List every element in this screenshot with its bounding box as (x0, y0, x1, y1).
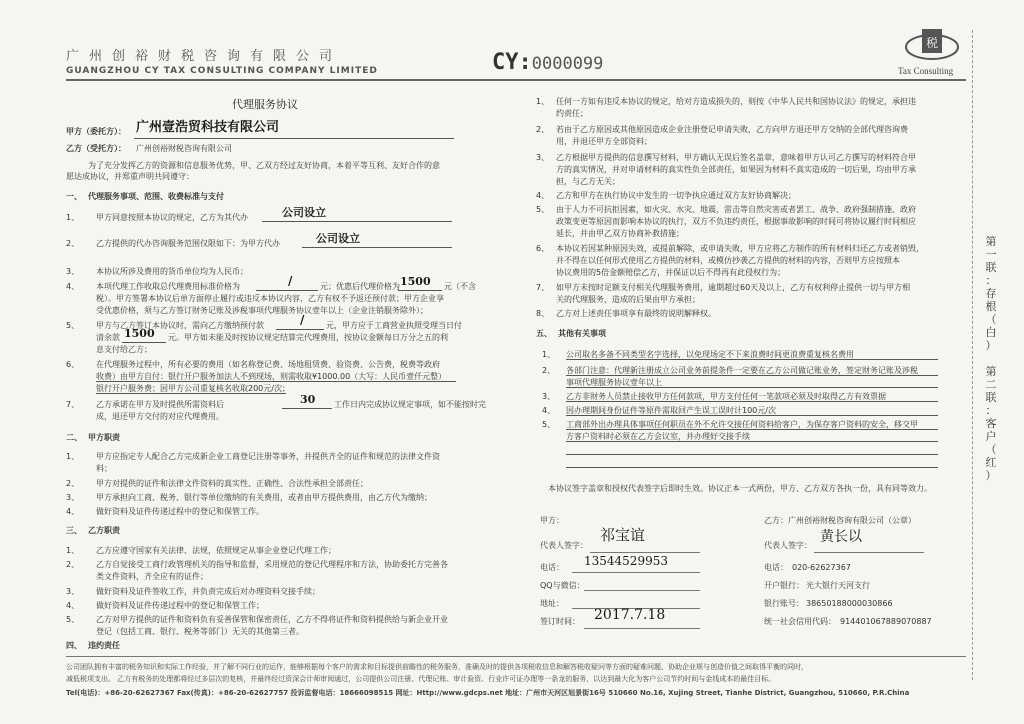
sig-b-rep-line (814, 552, 924, 553)
r4-text: 乙方和甲方在执行协议中发生的一切争执应通过双方友好协商解决； (556, 191, 796, 200)
sig-b-rep-label: 代表人签字： (764, 541, 812, 550)
item-4-text-a: 本项代理工作收取总代理费用标准价格为 (96, 282, 240, 291)
o1-underline (566, 359, 938, 360)
item-5-line-3: 息支付给乙方； (96, 345, 152, 354)
item-2-text: 乙方提供的代办咨询服务范围仅限如下：为甲方代办 (96, 239, 280, 248)
item-6-line-1: 在代理服务过程中，所有必要的费用（如名称登记费、场地租赁费、验资费、公告费，税费等政府 (96, 360, 440, 369)
company-name-cn: 广州创裕财税咨询有限公司 (66, 49, 343, 64)
o5-line-1: 工商部外出办理具体事项任何职员在外不允许交接任何资料给客户，为保存客户资料的安全，移交甲 (566, 420, 918, 429)
section-4-title: 违约责任 (88, 641, 120, 650)
r5-line-2: 政策变更等原因而影响本协议的执行，双方不负违约责任，根据事故影响的时间可将协议履行时间相应 (556, 217, 916, 226)
s2-2-text: 甲方对提供的证件和法律文件资料的真实性、正确性、合法性承担全部责任； (96, 479, 368, 488)
sig-a-date-value: 2017.7.18 (594, 607, 666, 623)
s3-3-number: 3、 (66, 587, 80, 596)
serial-prefix: CY: (492, 50, 532, 75)
item-3-number: 3、 (66, 267, 80, 276)
perforation-line (972, 30, 973, 680)
sig-a-tel-label: 电话： (540, 563, 564, 572)
sig-a-qq-line (584, 590, 700, 591)
item-5-line-2a: 清余款 (96, 333, 120, 342)
sig-a-date-line (584, 628, 700, 629)
o3-text: 乙方非财务人员禁止接收甲方任何款项，甲方支付任何一笔款项必须及时取得乙方有效票据 (566, 392, 886, 401)
o2-line-1: 各部门注意：代理新注册成立公司业务前提条件一定要在乙方公司做记账业务，签定财务记账及涉税 (566, 366, 918, 375)
section-2-title: 甲方职责 (88, 433, 120, 442)
o1-text: 公司取名多备不同类型名字选择，以免现场定不下来浪费时间更浪费重复核名费用 (566, 350, 854, 359)
r6-line-1: 本协议若因某种原因失效，或提前解除，或申请失败，甲方应将乙方制作的所有材料归还乙方或者销毁， (556, 244, 924, 253)
r3-line-1: 乙方根据甲方提供的信息撰写材料，甲方确认无误后签名盖章，意味着甲方认可乙方撰写的材料符合甲 (556, 153, 916, 162)
item-4-text-c: 元（不含 (444, 282, 476, 291)
footer-line-2: 减低税项支出。 乙方有税务的处理都将经过多层次的复核，并最终经过资深会计师审阅通过，公司提供公司注册、代理记账、审计验资、行业许可证办理等一条龙的服务，以达到最大化为客户公司节约时间与金钱成本的最佳目标。 (66, 675, 776, 683)
blank-line-1 (566, 454, 938, 455)
section-2-number: 二、 (66, 433, 82, 442)
item-1-text: 甲方同意按照本协议的规定，乙方为其代办 (96, 213, 248, 222)
r8-text: 乙方对上述责任事项享有最终的说明解释权。 (556, 309, 716, 318)
r5-number: 5、 (536, 205, 550, 214)
o3-underline (566, 401, 938, 402)
party-b-name: 广州创裕财税咨询有限公司 (136, 144, 232, 153)
svg-text:税: 税 (925, 36, 939, 50)
document-title: 代理服务协议 (232, 98, 298, 111)
sig-b-label: 乙方：广州创裕财税咨询有限公司（公章） (764, 516, 916, 525)
s2-3-number: 3、 (66, 493, 80, 502)
item-7-text-a: 乙方承诺在甲方及时提供所需资料后 (96, 400, 224, 409)
r6-number: 6、 (536, 244, 550, 253)
sig-b-rep-signature: 黄长以 (820, 529, 862, 545)
item-4-handwritten-1: / (288, 274, 293, 288)
s3-5-line-1: 乙方对甲方提供的证件和资料负有妥善保管和保密责任，乙方不得将证件和资料提供给与新企业开业 (96, 615, 448, 624)
item-6-line-2: 收费）由甲方自付：银行开户服务加法人不到现场，则需收取¥1000.00（大写：人民币壹仟元整） (96, 372, 447, 381)
o4-underline (566, 415, 938, 416)
o2-underline-1 (566, 375, 938, 376)
o5-underline-1 (566, 429, 938, 430)
section-5-number: 五、 (536, 329, 552, 338)
sig-b-acct-value: 38650188000030866 (806, 599, 893, 608)
r2-line-2: 用，并退还甲方全部资料； (556, 137, 652, 146)
item-1-number: 1、 (66, 213, 80, 222)
party-a-label: 甲方（委托方）： (66, 127, 126, 136)
r5-line-3: 延长，并由甲乙双方协商补救措施； (556, 229, 684, 238)
item-4-underline-1 (256, 290, 318, 291)
o5-number: 5、 (542, 420, 556, 429)
sig-a-rep-signature: 祁宝谊 (600, 526, 646, 544)
r6-line-3: 协议费用的5倍金额赔偿乙方，并保证以后不得再有此侵权行为； (556, 268, 786, 277)
o2-line-2: 事项代理服务协议壹年以上 (566, 378, 662, 387)
item-5-underline-2 (122, 342, 166, 343)
sig-a-date-label: 签订时间： (540, 617, 580, 626)
r6-line-2: 并不得在以任何形式使用乙方提供的材料，或模仿抄袭乙方提供的材料的内容，否则甲方应按照本 (556, 256, 900, 265)
sig-b-tel-label: 电话： (764, 563, 788, 572)
item-5-handwritten-1: / (300, 313, 305, 327)
item-5-text-b: 元，甲方应于工商营业执照受理当日付 (326, 321, 462, 330)
item-7-line-2: 成，退还甲方交付的对应代理费用。 (96, 412, 224, 421)
o4-text: 因办理期间身份证件等原件需取回产生误工误时计100元/次 (566, 406, 776, 415)
section-3-number: 三、 (66, 526, 82, 535)
r8-number: 8、 (536, 309, 550, 318)
s2-2-number: 2、 (66, 479, 80, 488)
footer-divider (66, 656, 966, 657)
logo-caption: Tax Consulting (898, 66, 954, 76)
company-logo-icon (904, 27, 960, 63)
intro-line-1: 为了充分发挥乙方的资源和信息服务优势，甲、乙双方经过友好协商，本着平等互利、友好合作的意 (88, 161, 440, 170)
sig-b-acct-label: 银行账号： (764, 599, 804, 608)
closing-text: 本协议签字盖章和授权代表签字后即时生效。协议正本一式两份，甲方、乙方双方各执一份，具有同等效力。 (548, 484, 932, 493)
s2-1-number: 1、 (66, 452, 80, 461)
item-5-underline-1 (276, 329, 324, 330)
s2-1-line-2: 料； (96, 464, 112, 473)
item-7-text-b: 工作日内完成协议规定事项，如不能按时完 (334, 400, 486, 409)
sig-a-rep-line (590, 552, 700, 553)
item-7-underline (282, 408, 332, 409)
sig-b-bank-label: 开户银行： (764, 581, 804, 590)
s3-2-line-2: 类文件资料，齐全应有的证件； (96, 572, 208, 581)
intro-line-2: 愿达成协议，并郑重声明共同遵守： (66, 172, 194, 181)
blank-line-2 (566, 467, 938, 468)
sig-b-tel-value: 020-62627367 (792, 563, 851, 572)
o2-underline-2 (566, 387, 938, 388)
item-4-line-2: 税）。甲方签署本协议后单方面停止履行或违反本协议内容，乙方有权不予返还预付款；甲方企业享 (96, 294, 444, 303)
sig-a-rep-label: 代表人签字： (540, 541, 588, 550)
r3-line-3: 担，与乙方无关； (556, 177, 620, 186)
item-1-handwritten: 公司设立 (282, 206, 326, 219)
section-4-number: 四、 (66, 641, 82, 650)
s3-1-text: 乙方应遵守国家有关法律、法规，依照规定从事企业登记代理工作； (96, 546, 336, 555)
item-4-text-b: 元；优惠后代理价格为 (320, 282, 400, 291)
r7-line-2: 关的代理服务，造成的后果由甲方承担； (556, 295, 700, 304)
s3-3-text: 做好资料及证件签收工作，并负责完成后对办理资料交接手续； (96, 587, 320, 596)
s3-2-line-1: 乙方自觉接受工商行政管理机关的指导和监督，采用规范的登记代理程序和方法，协助委托方完善各 (96, 560, 448, 569)
item-5-number: 5、 (66, 321, 80, 330)
item-7-number: 7、 (66, 400, 80, 409)
footer-contact: Tel(电话)：+86-20-62627367 Fax(传真)：+86-20-62627757 投诉监督电话：18666098515 网址：Http://www.gdcps.net 地址：广州市天河区旭景街16号 510660 No.16, Xujing Street, Tianhe District, Guangzhou, 510660, P.R.China (66, 689, 910, 697)
party-a-name: 广州壹浩贸科技有限公司 (136, 120, 280, 135)
r7-line-1: 如甲方未按时足额支付相关代理服务费用，逾期超过60天及以上，乙方有权利停止提供一切与甲方相 (556, 283, 911, 292)
o2-number: 2、 (542, 366, 556, 375)
section-1-title: 代理服务事项、范围、收费标准与支付 (88, 192, 224, 201)
s2-3-text: 甲方承担向工商、税务、银行等单位缴纳的有关费用，或者由甲方提供费用，由乙方代为缴纳； (96, 493, 432, 502)
item-4-handwritten-2: 1500 (400, 275, 431, 288)
sig-a-qq-label: QQ与微信： (540, 581, 585, 590)
section-1-number: 一、 (66, 192, 82, 201)
o5-line-2: 方客户资料时必须在乙方会议室，并办理好交接手续 (566, 432, 750, 441)
r3-line-2: 方的真实情况，并对申请材料的真实性负全部责任，如果因为材料不真实造成的一切后果，均由甲方承 (556, 165, 916, 174)
sig-a-tel-value: 13544529953 (584, 554, 668, 568)
serial-number (492, 50, 603, 75)
item-6-underline-2 (96, 381, 456, 382)
sig-b-bank-value: 光大银行天河支行 (806, 581, 870, 590)
o4-number: 4、 (542, 406, 556, 415)
o5-underline-2 (566, 441, 938, 442)
item-7-handwritten: 30 (300, 393, 316, 406)
s2-1-line-1: 甲方应指定专人配合乙方完成新企业工商登记注册等事务，并提供齐全的证件和规范的法律文件资 (96, 452, 440, 461)
item-5-handwritten-2: 1500 (124, 327, 155, 340)
s3-4-text: 做好资料及证件传递过程中的登记和保管工作； (96, 601, 264, 610)
r1-number: 1、 (536, 97, 550, 106)
s3-1-number: 1、 (66, 546, 80, 555)
r7-number: 7、 (536, 283, 550, 292)
header-divider (66, 79, 966, 81)
s2-4-number: 4、 (66, 507, 80, 516)
section-5-title: 其他有关事项 (558, 329, 606, 338)
item-5-line-2b: 元。甲方如未能及时按协议规定结算完代理费用，按协议金额每日万分之五的利 (168, 333, 448, 342)
r5-line-1: 由于人力不可抗拒因素，如火灾、水灾、地震、雷击等自然灾害或者罢工、战争、政府强制措施、政府 (556, 205, 916, 214)
sig-a-addr-label: 地址： (540, 599, 564, 608)
item-6-underline-3 (96, 393, 286, 394)
sig-b-code-label: 统一社会信用代码： (764, 617, 836, 626)
sig-b-code-value: 914401067889070887 (840, 617, 932, 626)
sig-a-tel-line (572, 572, 700, 573)
item-2-number: 2、 (66, 239, 80, 248)
o3-number: 3、 (542, 392, 556, 401)
item-4-underline-2 (398, 290, 442, 291)
party-b-label: 乙方（受托方）： (66, 144, 126, 153)
item-1-underline (262, 221, 452, 222)
item-4-line-3: 受优惠价格，须与乙方签订财务记账及涉税事项代理服务协议壹年以上（企业注销服务除外）； (96, 306, 428, 315)
r2-number: 2、 (536, 125, 550, 134)
r2-line-1: 若由于乙方原因或其他原因造成企业注册登记申请失败，乙方向甲方退还甲方交纳的全部代理咨询费 (556, 125, 908, 134)
item-4-number: 4、 (66, 282, 80, 291)
section-3-title: 乙方职责 (88, 526, 120, 535)
r1-line-2: 约责任； (556, 109, 588, 118)
stub-first-copy: 第 一 联 ： 存 根 （ 白 ） (985, 235, 997, 352)
s3-2-number: 2、 (66, 560, 80, 569)
r3-number: 3、 (536, 153, 550, 162)
item-2-underline (302, 247, 452, 248)
s3-4-number: 4、 (66, 601, 80, 610)
stub-second-copy: 第 二 联 ： 客 户 （ 红 ） (985, 365, 997, 482)
item-6-number: 6、 (66, 360, 80, 369)
r1-line-1: 任何一方如有违反本协议的规定，给对方造成损失的，则按《中华人民共和国协议法》的规定，承担违 (556, 97, 916, 106)
company-name-en: GUANGZHOU CY TAX CONSULTING COMPANY LIMITED (66, 66, 378, 76)
s3-5-line-2: 登记（包括工商、银行、税务等部门）无关的其他第三者。 (96, 627, 304, 636)
sig-a-label: 甲方： (540, 516, 564, 525)
serial-value: 0000099 (531, 54, 604, 74)
item-6-line-3: 银行开户服务费；因甲方公司重复核名收取200元/次； (96, 384, 290, 393)
s2-4-text: 做好资料及证件传递过程中的登记和保管工作。 (96, 507, 264, 516)
item-5-text-a: 甲方与乙方签订本协议时，需向乙方缴纳预付款 (96, 321, 264, 330)
r4-number: 4、 (536, 191, 550, 200)
item-3-text: 本协议所涉及费用的货币单位均为人民币； (96, 267, 248, 276)
s3-5-number: 5、 (66, 615, 80, 624)
o1-number: 1、 (542, 350, 556, 359)
footer-line-1: 公司团队拥有丰富的税务知识和实际工作经验，并了解不同行业的运作，能够根据每个客户的需求和目标提供前瞻性的税务服务，准确及时的提供各项税收信息和解答税收疑问等方面的疑难问题，协助企业规与创造价值之间取得平衡的同时， (66, 663, 808, 671)
item-2-handwritten: 公司设立 (316, 232, 360, 245)
party-a-underline (134, 138, 454, 139)
